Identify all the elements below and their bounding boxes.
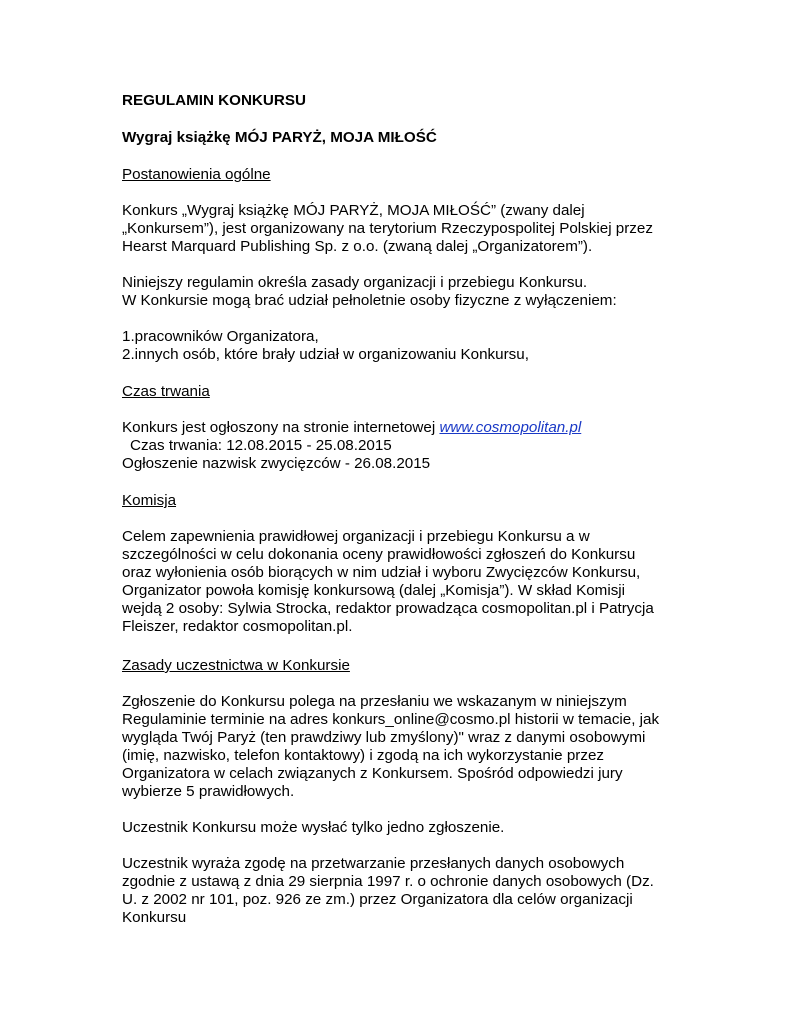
section-heading-duration: Czas trwania <box>122 383 210 400</box>
document-subtitle: Wygraj książkę MÓJ PARYŻ, MOJA MIŁOŚĆ <box>122 129 437 146</box>
duration-dates: Czas trwania: 12.08.2015 - 25.08.2015 <box>130 437 392 454</box>
text-line: wejdą 2 osoby: Sylwia Strocka, redaktor prowadząca cosmopolitan.pl i Patrycja <box>122 600 654 617</box>
exclusion-list <box>122 328 682 364</box>
text-line: wygląda Twój Paryż (ten prawdziwy lub zmyślony)" wraz z danymi osobowymi <box>122 729 646 746</box>
section-heading-general: Postanowienia ogólne <box>122 166 271 183</box>
text-line: oraz wyłonienia osób biorących w nim udział i wyboru Zwycięzców Konkursu, <box>122 564 641 581</box>
text-line: Niniejszy regulamin określa zasady organizacji i przebiegu Konkursu. <box>122 274 588 291</box>
website-link[interactable]: www.cosmopolitan.pl <box>439 419 582 436</box>
general-paragraph-2 <box>122 274 682 310</box>
section-heading-rules: Zasady uczestnictwa w Konkursie <box>122 657 350 674</box>
text-line: Konkursu <box>122 909 187 926</box>
text-line: Regulaminie terminie na adres konkurs_online@cosmo.pl historii w temacie, jak <box>122 711 660 728</box>
text-line: zgodnie z ustawą z dnia 29 sierpnia 1997 r. o ochronie danych osobowych (Dz. <box>122 873 654 890</box>
text-line: Organizator powoła komisję konkursową (dalej „Komisja”). W skład Komisji <box>122 582 626 599</box>
text-line: Uczestnik Konkursu może wysłać tylko jedno zgłoszenie. <box>122 819 505 836</box>
rules-paragraph-3 <box>122 855 682 927</box>
duration-paragraph <box>122 419 682 473</box>
text-line: (imię, nazwisko, telefon kontaktowy) i zgodą na ich wykorzystanie przez <box>122 747 604 764</box>
text-line: Uczestnik wyraża zgodę na przetwarzanie przesłanych danych osobowych <box>122 855 625 872</box>
section-heading-commission: Komisja <box>122 492 177 509</box>
commission-paragraph <box>122 528 682 636</box>
general-paragraph-1 <box>122 202 682 256</box>
text-line: Fleiszer, redaktor cosmopolitan.pl. <box>122 618 353 635</box>
text-line: Organizatora w celach związanych z Konkursem. Spośród odpowiedzi jury <box>122 765 623 782</box>
text-line: U. z 2002 nr 101, poz. 926 ze zm.) przez Organizatora dla celów organizacji <box>122 891 633 908</box>
text-line: W Konkursie mogą brać udział pełnoletnie osoby fizyczne z wyłączeniem: <box>122 292 617 309</box>
text-line: wybierze 5 prawidłowych. <box>122 783 295 800</box>
duration-line-1-text: Konkurs jest ogłoszony na stronie internetowej <box>122 419 440 436</box>
rules-paragraph-2 <box>122 819 682 837</box>
text-line: „Konkursem”), jest organizowany na terytorium Rzeczypospolitej Polskiej przez <box>122 220 653 237</box>
document-page <box>122 92 682 927</box>
document-title: REGULAMIN KONKURSU <box>122 92 306 109</box>
list-item: 1.pracowników Organizatora, <box>122 328 319 345</box>
text-line: Zgłoszenie do Konkursu polega na przesłaniu we wskazanym w niniejszym <box>122 693 627 710</box>
text-line: Celem zapewnienia prawidłowej organizacji i przebiegu Konkursu a w <box>122 528 590 545</box>
duration-line-1 <box>122 419 682 437</box>
rules-paragraph-1 <box>122 693 682 801</box>
text-line: szczególności w celu dokonania oceny prawidłowości zgłoszeń do Konkursu <box>122 546 636 563</box>
winners-announcement-date: Ogłoszenie nazwisk zwycięzców - 26.08.2015 <box>122 455 431 472</box>
list-item: 2.innych osób, które brały udział w organizowaniu Konkursu, <box>122 346 529 363</box>
text-line: Konkurs „Wygraj książkę MÓJ PARYŻ, MOJA MIŁOŚĆ” (zwany dalej <box>122 202 585 219</box>
text-line: Hearst Marquard Publishing Sp. z o.o. (zwaną dalej „Organizatorem”). <box>122 238 593 255</box>
